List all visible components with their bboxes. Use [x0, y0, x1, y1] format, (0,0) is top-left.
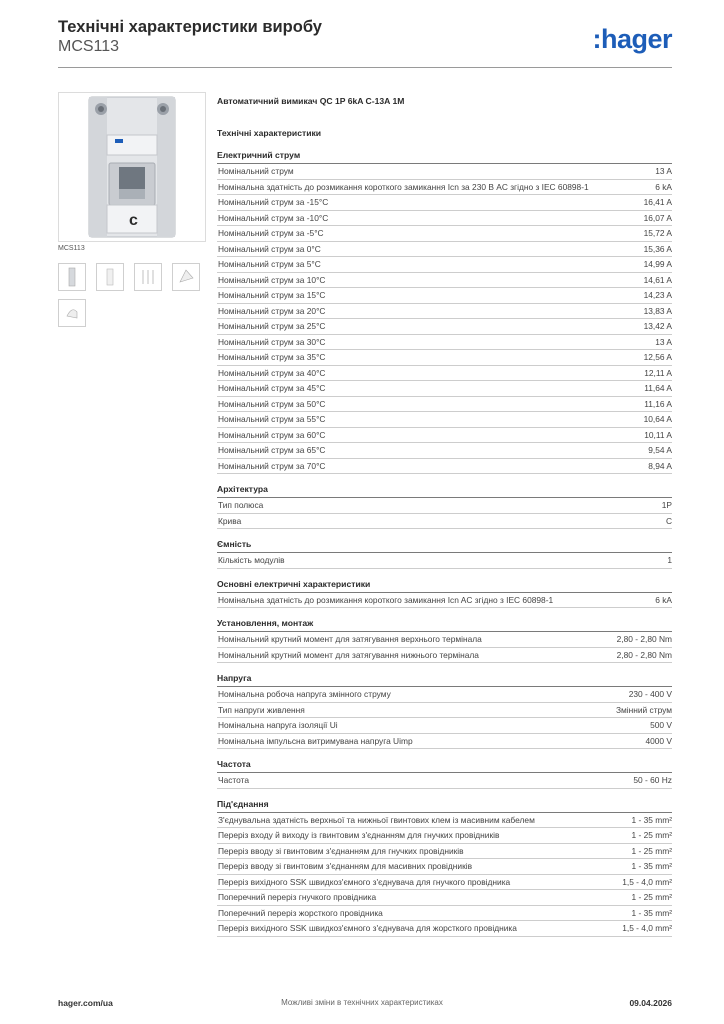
- spec-row: [217, 813, 672, 829]
- spec-value: 4000 V: [645, 735, 672, 746]
- spec-value: 1,5 - 4,0 mm²: [622, 923, 672, 933]
- spec-value: 15,72 A: [643, 228, 672, 238]
- spec-row: [217, 890, 672, 906]
- spec-row: [217, 428, 672, 444]
- spec-value: Змінний струм: [615, 704, 672, 715]
- spec-label: Номінальний струм за -10°C: [218, 212, 329, 223]
- spec-label: Тип напруги живлення: [218, 704, 305, 715]
- spec-value: 1 - 25 mm²: [631, 830, 672, 840]
- spec-label: Номінальний струм за 35°C: [218, 352, 326, 362]
- spec-row: [217, 335, 672, 351]
- spec-value: 16,41 A: [643, 197, 672, 207]
- spec-value: 1,5 - 4,0 mm²: [622, 876, 672, 887]
- spec-row: [217, 593, 672, 609]
- spec-row: [217, 514, 672, 530]
- spec-value: 8,94 A: [648, 460, 672, 471]
- page-subtitle: MCS113: [58, 38, 120, 55]
- spec-value: 10,64 A: [643, 414, 672, 424]
- spec-row: [217, 366, 672, 382]
- spec-value: 2,80 - 2,80 Nm: [616, 649, 672, 660]
- spec-value: 6 kA: [655, 181, 672, 192]
- spec-row: [217, 350, 672, 366]
- spec-value: 14,61 A: [643, 274, 672, 285]
- spec-label: З'єднувальна здатність верхньої та нижньої гвинтових клем із масивним кабелем: [218, 814, 535, 825]
- spec-value: 11,16 A: [644, 398, 672, 409]
- spec-value: 14,23 A: [643, 290, 672, 300]
- spec-section: [217, 484, 672, 529]
- thumbnail-accessory-view[interactable]: [58, 299, 86, 327]
- spec-value: 13,42 A: [643, 321, 672, 331]
- spec-label: Номінальний струм за 25°C: [218, 321, 326, 331]
- spec-value: 500 V: [650, 720, 672, 730]
- spec-value: 50 - 60 Hz: [633, 775, 672, 785]
- spec-value: 1 - 35 mm²: [631, 861, 672, 871]
- spec-value: 230 - 400 V: [628, 689, 672, 699]
- spec-label: Номінальна напруга ізоляції Ui: [218, 720, 338, 730]
- spec-label: Номінальний струм за 0°C: [218, 243, 321, 254]
- spec-label: Номінальна імпульсна витримувана напруга Uimp: [218, 735, 413, 746]
- spec-value: 6 kA: [655, 594, 672, 605]
- thumbnail-angled-view[interactable]: [172, 263, 200, 291]
- svg-text:c: c: [129, 212, 138, 229]
- spec-label: Номінальний струм за -5°C: [218, 228, 324, 238]
- spec-row: [217, 921, 672, 937]
- spec-label: Номінальний струм за 60°C: [218, 429, 326, 440]
- header-divider: [58, 67, 672, 68]
- spec-label: Номінальний струм за 55°C: [218, 414, 326, 424]
- spec-label: Номінальний струм за 65°C: [218, 445, 326, 455]
- spec-value: 10,11 A: [644, 429, 672, 440]
- spec-section: [217, 759, 672, 789]
- spec-value: 1 - 35 mm²: [631, 907, 672, 918]
- spec-label: Номінальна здатність до розмикання короткого замикання Icn за 230 В AC згідно з IEC 60898-1: [218, 181, 589, 192]
- product-image-caption: MCS113: [58, 245, 85, 252]
- spec-row: [217, 687, 672, 703]
- spec-content: [217, 96, 672, 937]
- spec-row: [217, 632, 672, 648]
- spec-row: [217, 718, 672, 734]
- spec-row: [217, 288, 672, 304]
- section-title: Ємність: [217, 539, 672, 553]
- spec-label: Переріз вводу зі гвинтовим з'єднанням для масивних провідників: [218, 861, 473, 871]
- spec-row: [217, 859, 672, 875]
- section-title: Електричний струм: [217, 150, 672, 164]
- spec-value: 16,07 A: [643, 212, 672, 223]
- section-title: Під'єднання: [217, 799, 672, 813]
- spec-row: [217, 381, 672, 397]
- spec-row: [217, 828, 672, 844]
- circuit-breaker-illustration: [59, 93, 205, 241]
- spec-sections: [217, 150, 672, 937]
- spec-row: [217, 553, 672, 569]
- spec-row: [217, 195, 672, 211]
- spec-row: [217, 498, 672, 514]
- spec-row: [217, 242, 672, 258]
- tech-specs-heading: Технічні характеристики: [217, 128, 322, 138]
- spec-row: [217, 459, 672, 475]
- spec-label: Переріз вихідного SSK швидкоз'ємного з'єднувача для гнучкого провідника: [218, 876, 511, 887]
- spec-value: 1: [667, 555, 672, 565]
- spec-section: [217, 673, 672, 749]
- spec-section: [217, 799, 672, 937]
- spec-label: Переріз вихідного SSK швидкоз'ємного з'єднувача для жорсткого провідника: [218, 923, 517, 933]
- spec-row: [217, 773, 672, 789]
- spec-row: [217, 844, 672, 860]
- spec-label: Номінальний струм за 20°C: [218, 305, 326, 316]
- spec-label: Номінальний струм: [218, 166, 294, 176]
- spec-value: 12,56 A: [643, 352, 672, 362]
- spec-value: 1 - 25 mm²: [631, 892, 672, 902]
- spec-label: Номінальна робоча напруга змінного струму: [218, 689, 391, 699]
- spec-label: Поперечний переріз жорсткого провідника: [218, 907, 383, 918]
- spec-label: Номінальний струм за 70°C: [218, 460, 326, 471]
- spec-label: Номінальний струм за 40°C: [218, 367, 326, 378]
- spec-row: [217, 164, 672, 180]
- spec-value: 1 - 25 mm²: [631, 845, 672, 856]
- spec-row: [217, 211, 672, 227]
- spec-value: 13,83 A: [643, 305, 672, 316]
- footer-note: Можливі зміни в технічних характеристиках: [281, 998, 443, 1007]
- section-title: Основні електричні характеристики: [217, 579, 672, 593]
- spec-row: [217, 257, 672, 273]
- spec-row: [217, 397, 672, 413]
- footer-date: 09.04.2026: [629, 998, 672, 1008]
- spec-row: [217, 319, 672, 335]
- thumbnail-front-view[interactable]: [58, 263, 86, 291]
- spec-row: [217, 273, 672, 289]
- spec-label: Номінальний струм за 30°C: [218, 336, 326, 347]
- thumbnail-side-view[interactable]: [96, 263, 124, 291]
- spec-section: [217, 150, 672, 474]
- spec-label: Номінальний струм за 50°C: [218, 398, 326, 409]
- spec-label: Переріз вводу зі гвинтовим з'єднанням для гнучких провідників: [218, 845, 464, 856]
- spec-row: [217, 226, 672, 242]
- spec-value: 1 - 35 mm²: [631, 814, 672, 825]
- spec-label: Переріз входу й виходу із гвинтовим з'єднанням для гнучких провідників: [218, 830, 500, 840]
- spec-row: [217, 412, 672, 428]
- spec-value: 1P: [661, 500, 672, 510]
- spec-label: Номінальний крутний момент для затягування верхнього термінала: [218, 634, 482, 644]
- spec-value: 13 A: [655, 336, 672, 347]
- section-title: Напруга: [217, 673, 672, 687]
- spec-row: [217, 703, 672, 719]
- spec-label: Номінальна здатність до розмикання короткого замикання Icn AC згідно з IEC 60898-1: [218, 594, 554, 605]
- spec-value: 12,11 A: [644, 367, 672, 378]
- section-title: Установлення, монтаж: [217, 618, 672, 632]
- footer-website-link[interactable]: hager.com/ua: [58, 998, 113, 1008]
- spec-value: 2,80 - 2,80 Nm: [616, 634, 672, 644]
- spec-label: Номінальний струм за -15°C: [218, 197, 329, 207]
- hager-logo: :hager: [592, 24, 672, 54]
- spec-label: Частота: [218, 775, 250, 785]
- spec-row: [217, 180, 672, 196]
- spec-value: 15,36 A: [643, 243, 672, 254]
- spec-value: 9,54 A: [648, 445, 672, 455]
- spec-row: [217, 875, 672, 891]
- spec-value: 11,64 A: [644, 383, 672, 393]
- section-title: Архітектура: [217, 484, 672, 498]
- section-title: Частота: [217, 759, 672, 773]
- spec-row: [217, 443, 672, 459]
- spec-row: [217, 734, 672, 750]
- spec-value: C: [665, 515, 672, 526]
- spec-label: Тип полюса: [218, 500, 264, 510]
- spec-section: [217, 579, 672, 609]
- spec-section: [217, 618, 672, 663]
- spec-label: Номінальний струм за 45°C: [218, 383, 326, 393]
- spec-row: [217, 906, 672, 922]
- spec-label: Номінальний струм за 10°C: [218, 274, 326, 285]
- product-name: Автоматичний вимикач QC 1P 6kA C-13A 1M: [217, 96, 405, 106]
- spec-value: 13 A: [655, 166, 672, 176]
- spec-label: Крива: [218, 515, 242, 526]
- spec-label: Поперечний переріз гнучкого провідника: [218, 892, 377, 902]
- spec-value: 14,99 A: [643, 259, 672, 269]
- spec-row: [217, 304, 672, 320]
- spec-row: [217, 648, 672, 664]
- page-title: Технічні характеристики виробу: [58, 18, 322, 36]
- product-image[interactable]: [58, 92, 206, 242]
- spec-label: Номінальний струм за 15°C: [218, 290, 326, 300]
- spec-label: Кількість модулів: [218, 555, 285, 565]
- spec-label: Номінальний крутний момент для затягування нижнього термінала: [218, 649, 479, 660]
- spec-label: Номінальний струм за 5°C: [218, 259, 321, 269]
- thumbnail-dimension-drawing[interactable]: [134, 263, 162, 291]
- spec-section: [217, 539, 672, 569]
